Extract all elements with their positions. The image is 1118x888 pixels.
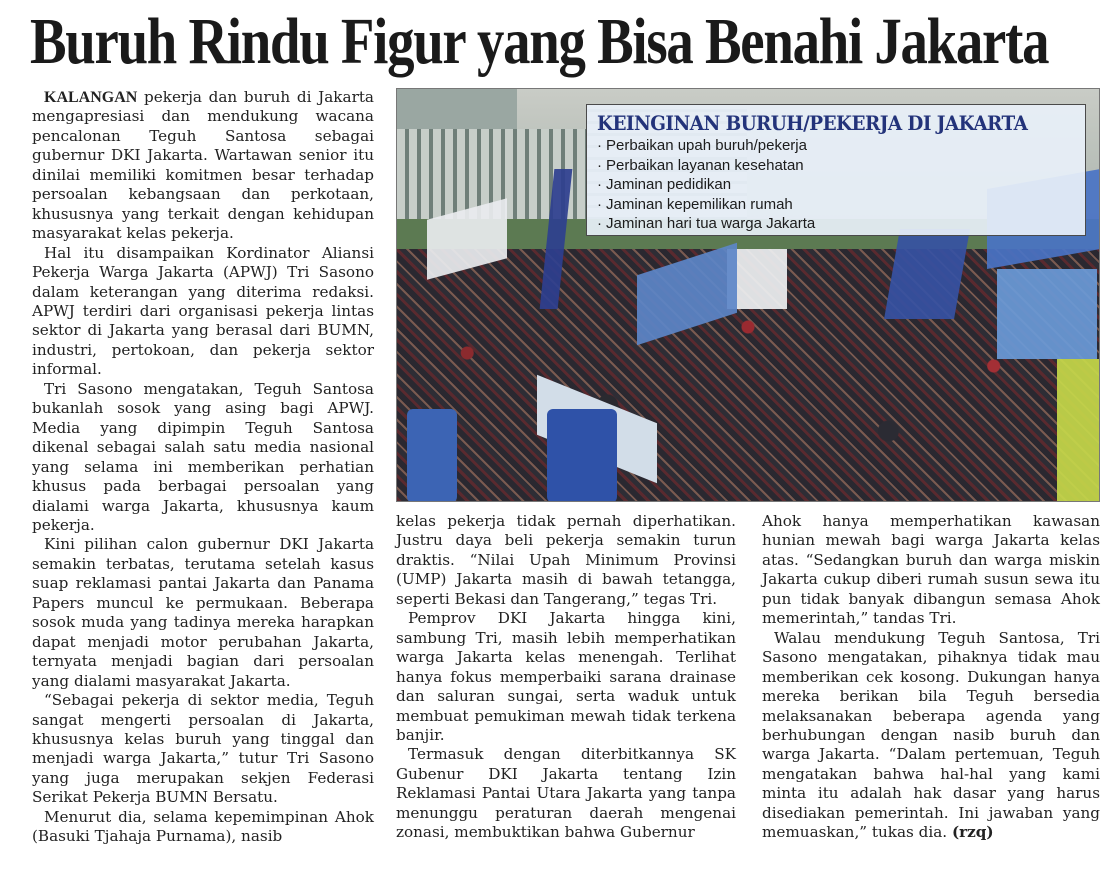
author-signature: (rzq)	[951, 823, 994, 842]
bullet-icon: ·	[597, 195, 602, 213]
article-column-1	[32, 88, 374, 847]
bullet-icon: ·	[597, 176, 602, 194]
headline: Buruh Rindu Figur yang Bisa Benahi Jakarta	[30, 5, 1049, 78]
list-item: · Perbaikan upah buruh/pekerja	[597, 137, 807, 154]
paragraph: Menurut dia, selama kepemimpinan Ahok (Basuki Tjahaja Purnama), nasib	[32, 807, 374, 846]
paragraph: Kini pilihan calon gubernur DKI Jakarta semakin terbatas, terutama setelah kasus suap reklamasi pantai Jakarta dan Panama Papers muncul ke permukaan. Beberapa sosok muda yang tadinya mereka harapkan dapat menjadi motor perubahan Jakarta, ternyata menjadi bagian dari persoalan yang dialami masyarakat Jakarta.	[32, 535, 374, 690]
article-column-2	[396, 512, 736, 843]
list-item: · Jaminan pedidikan	[597, 176, 732, 194]
list-item: · Jaminan hari tua warga Jakarta	[597, 215, 816, 233]
list-item: · Jaminan kepemilikan rumah	[597, 195, 793, 213]
paragraph: Walau mendukung Teguh Santosa, Tri Sasono mengatakan, pihaknya tidak mau memberikan cek kosong. Dukungan hanya mereka berikan bila Teguh bersedia melaksanakan beberapa agenda yang berhubungan dengan nasib buruh dan warga Jakarta. “Dalam pertemuan, Teguh mengatakan bahwa hal-hal yang kami minta itu adalah hak dasar yang harus disediakan pemerintah. Ini jawaban yang memuaskan,” tukas dia. (rzq)	[762, 628, 1100, 842]
infobox-title: KEINGINAN BURUH/PEKERJA DI JAKARTA	[597, 111, 1028, 135]
bullet-icon: ·	[597, 137, 602, 154]
paragraph: kelas pekerja tidak pernah diperhatikan. Justru daya beli pekerja semakin turun draktis. “Nilai Upah Minimum Provinsi (UMP) Jakarta masih di bawah tetangga, seperti Bekasi dan Tangerang,” tegas Tri.	[396, 512, 736, 608]
paragraph: Termasuk dengan diterbitkannya SK Gubenur DKI Jakarta tentang Izin Reklamasi Pantai Utara Jakarta yang tanpa menunggu peraturan daerah mengenai zonasi, membuktikan bahwa Gubernur	[396, 745, 736, 842]
lead-word: KALANGAN	[44, 89, 138, 106]
article-column-3	[762, 512, 1100, 843]
list-item: · Perbaikan layanan kesehatan	[597, 156, 804, 174]
demands-list	[597, 136, 1085, 234]
paragraph: KALANGAN pekerja dan buruh di Jakarta mengapresiasi dan mendukung wacana pencalonan Teguh Santosa sebagai gubernur DKI Jakarta. Wartawan senior itu dinilai memiliki komitmen besar terhadap persoalan kebangsaan dan perkotaan, khususnya yang terkait dengan kehidupan masyarakat kelas pekerja.	[32, 88, 374, 243]
paragraph: Ahok hanya memperhatikan kawasan hunian mewah bagi warga Jakarta kelas atas. “Sedangkan buruh dan warga miskin Jakarta cukup diberi rumah susun sewa itu pun tidak banyak dibangun semasa Ahok memerintah,” tandas Tri.	[762, 512, 1100, 628]
blue-flag	[997, 269, 1097, 359]
infobox-worker-demands	[586, 104, 1086, 236]
protester-figure	[547, 409, 617, 502]
paragraph: Hal itu disampaikan Kordinator Aliansi Pekerja Warga Jakarta (APWJ) Tri Sasono dalam keterangan yang diterima redaksi. APWJ terdiri dari organisasi pekerja lintas sektor di Jakarta yang berasal dari BUMN, industri, pertokoan, dan pekerja sektor informal.	[32, 243, 374, 379]
paragraph: Pemprov DKI Jakarta hingga kini, sambung Tri, masih lebih memperhatikan warga Jakarta kelas menengah. Terlihat hanya fokus memperbaiki sarana drainase dan saluran sungai, serta waduk untuk membuat pemukiman mewah tidak terkena banjir.	[396, 609, 736, 744]
bullet-icon: ·	[597, 215, 602, 233]
bullet-icon: ·	[597, 156, 602, 174]
protester-figure	[407, 409, 457, 502]
green-flag	[1057, 359, 1100, 502]
paragraph: “Sebagai pekerja di sektor media, Teguh sangat mengerti persoalan di Jakarta, khususnya kelas buruh yang tinggal dan menjadi warga Jakarta,” tutur Tri Sasono yang juga merupakan sekjen Federasi Serikat Pekerja BUMN Bersatu.	[32, 691, 374, 807]
paragraph: Tri Sasono mengatakan, Teguh Santosa bukanlah sosok yang asing bagi APWJ. Media yang dipimpin Teguh Santosa dikenal sebagai salah satu media nasional yang selama ini memberikan perhatian khusus pada berbagai persoalan yang dialami warga Jakarta, khususnya kaum pekerja.	[32, 379, 374, 534]
